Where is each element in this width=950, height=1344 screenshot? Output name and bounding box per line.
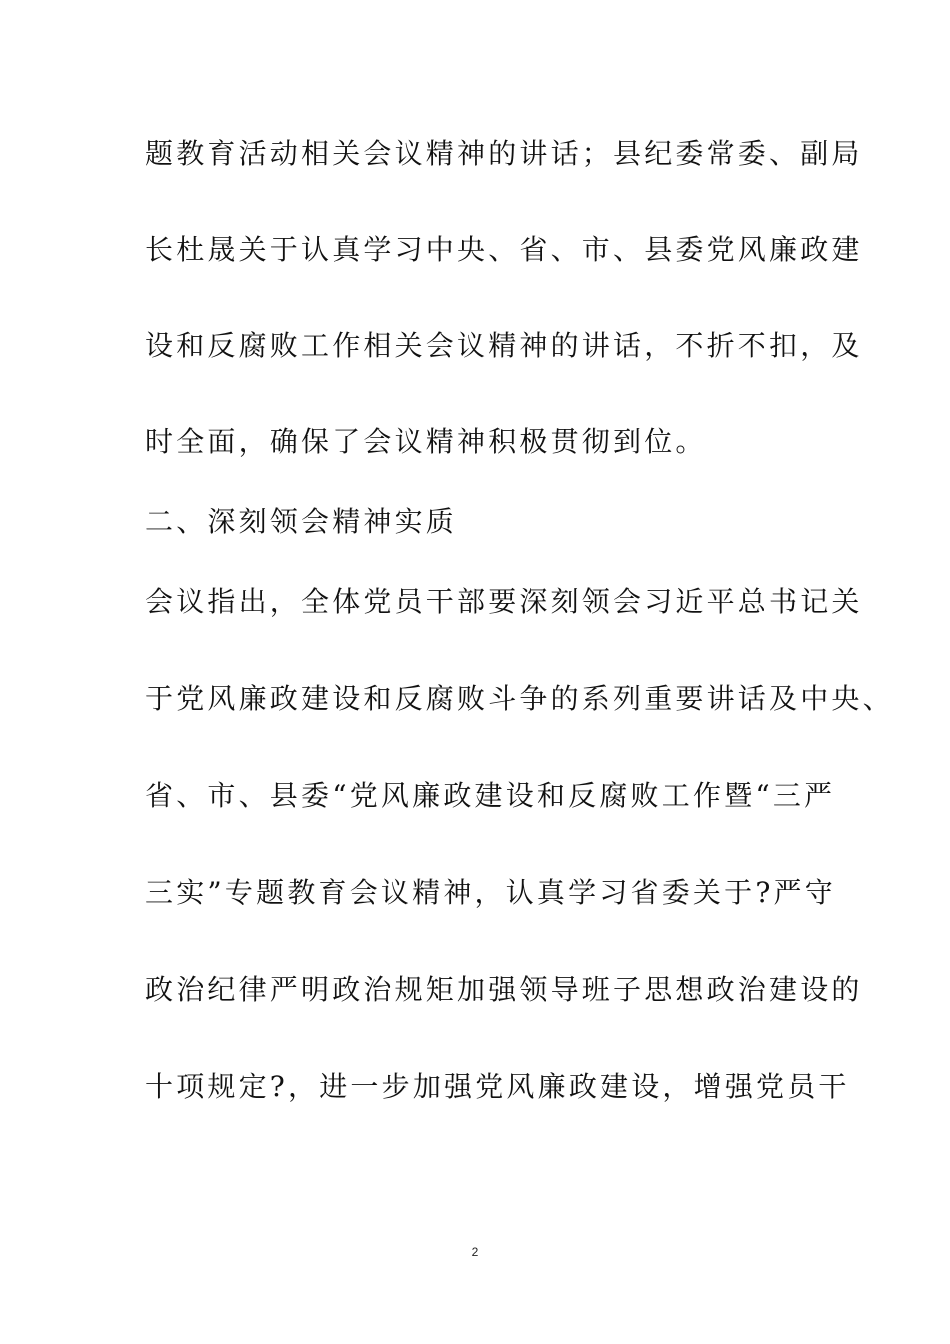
text-line-2: 长杜晟关于认真学习中央、省、市、县委党风廉政建 bbox=[145, 233, 863, 266]
page-number: 2 bbox=[471, 1245, 479, 1259]
text-line-1: 题教育活动相关会议精神的讲话；县纪委常委、副局 bbox=[145, 137, 863, 170]
text-line-6: 会议指出，全体党员干部要深刻领会习近平总书记关 bbox=[145, 585, 863, 618]
text-line-8: 省、市、县委“党风廉政建设和反腐败工作暨“三严 bbox=[145, 779, 836, 812]
text-line-9: 三实”专题教育会议精神，认真学习省委关于?严守 bbox=[145, 876, 836, 909]
text-line-10: 政治纪律严明政治规矩加强领导班子思想政治建设的 bbox=[145, 973, 863, 1006]
text-line-7: 于党风廉政建设和反腐败斗争的系列重要讲话及中央、 bbox=[145, 682, 894, 715]
text-line-11: 十项规定?，进一步加强党风廉政建设，增强党员干 bbox=[145, 1070, 850, 1103]
section-heading: 二、深刻领会精神实质 bbox=[145, 505, 458, 538]
text-line-4: 时全面，确保了会议精神积极贯彻到位。 bbox=[145, 425, 707, 458]
text-line-3: 设和反腐败工作相关会议精神的讲话，不折不扣，及 bbox=[145, 329, 863, 362]
